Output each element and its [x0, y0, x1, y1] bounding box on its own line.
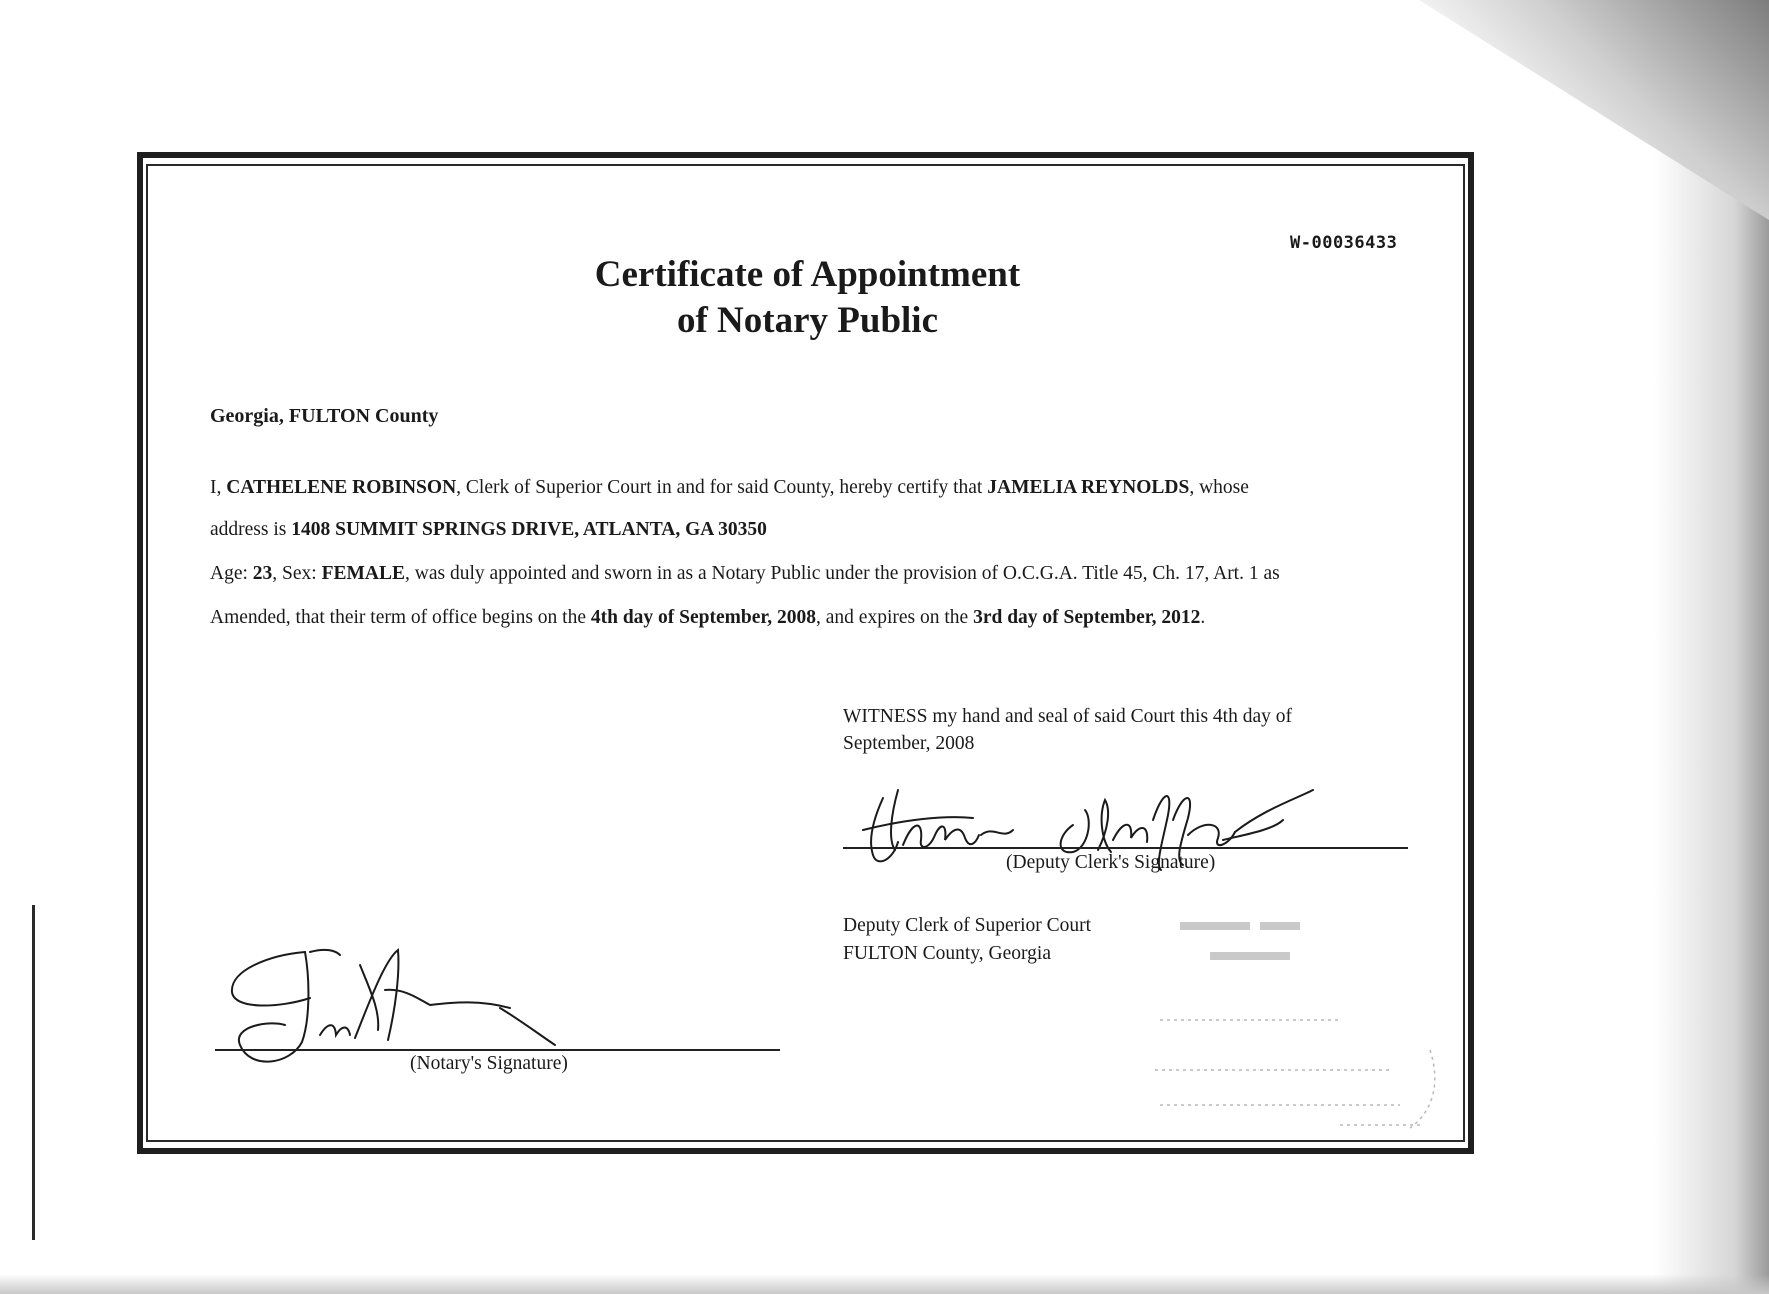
deputy-title-line-2: FULTON County, Georgia: [843, 943, 1052, 964]
text: address is: [210, 519, 292, 540]
title-line-1: Certificate of Appointment: [594, 254, 1021, 295]
certificate-title: [500, 252, 1115, 344]
witness-statement: [843, 703, 1363, 757]
deputy-signature-block: [843, 780, 1408, 890]
text: , Clerk of Superior Court in and for said County, hereby certify that: [456, 477, 988, 498]
notary-signature-line: [215, 1049, 780, 1051]
text: I,: [210, 477, 227, 498]
text: , whose: [1189, 477, 1249, 498]
faint-court-seal-stamp: [1140, 900, 1460, 1140]
clerk-name: CATHELENE ROBINSON: [226, 477, 457, 498]
notary-sex: FEMALE: [321, 563, 405, 584]
text: Amended, that their term of office begins on the: [210, 607, 591, 628]
text: , and expires on the: [816, 607, 974, 628]
notary-age: 23: [252, 563, 273, 584]
deputy-signature-line: [843, 847, 1408, 849]
witness-line-1: WITNESS my hand and seal of said Court this 4th day of: [843, 706, 1292, 727]
title-line-2: of Notary Public: [676, 300, 939, 341]
term-end-date: 3rd day of September, 2012: [973, 607, 1201, 628]
body-line-2: [210, 519, 767, 541]
deputy-signature-caption: (Deputy Clerk's Signature): [1006, 852, 1216, 873]
witness-line-2: September, 2008: [843, 733, 975, 754]
notary-signature-caption: (Notary's Signature): [410, 1053, 568, 1074]
text: , Sex:: [272, 563, 322, 584]
notary-name: JAMELIA REYNOLDS: [987, 477, 1190, 498]
body-line-1: [210, 477, 1249, 499]
term-start-date: 4th day of September, 2008: [590, 607, 817, 628]
deputy-clerk-title: [843, 912, 1091, 968]
text: , was duly appointed and sworn in as a Notary Public under the provision of O.C.G.A. Title 45, Ch. 17, Art. 1 as: [405, 563, 1280, 584]
body-line-4: [210, 607, 1205, 629]
county-heading: Georgia, FULTON County: [210, 405, 439, 427]
scan-bottom-edge-shadow: [0, 1274, 1769, 1294]
scan-left-edge-mark: [32, 905, 35, 1240]
body-line-3: [210, 563, 1280, 585]
certificate-number: W-00036433: [1290, 233, 1398, 253]
notary-signature-block: [210, 930, 780, 1090]
notary-address: 1408 SUMMIT SPRINGS DRIVE, ATLANTA, GA 30350: [291, 519, 767, 540]
text: .: [1200, 607, 1206, 628]
deputy-title-line-1: Deputy Clerk of Superior Court: [843, 915, 1092, 936]
text: Age:: [210, 563, 253, 584]
